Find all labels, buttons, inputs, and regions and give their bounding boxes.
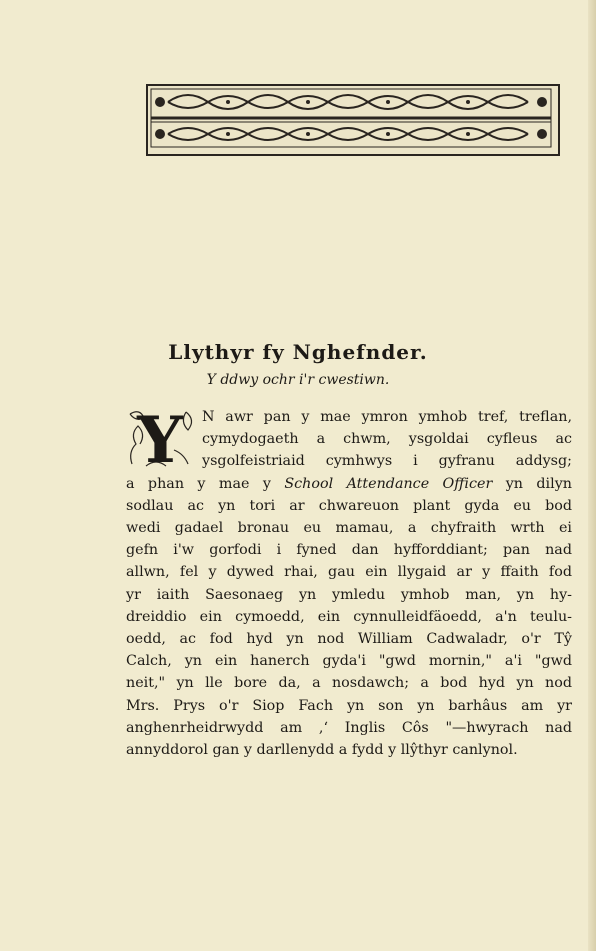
dropcap-letter: Y xyxy=(137,404,183,474)
text-line: allwn, fel y dywed rhai, gau ein llygaid ar y ffaith fod xyxy=(126,564,572,580)
text-line xyxy=(126,473,572,495)
text-line: gefn i'w gorfodi i fyned dan hyfforddiant; pan nad xyxy=(126,542,572,558)
text-line: anghenrheidrwydd am ,‘ Inglis Côs "—hwyrach nad xyxy=(126,720,572,736)
text-line: neit," yn lle bore da, a nosdawch; a bod hyd yn nod xyxy=(126,675,572,691)
page-edge xyxy=(588,0,596,951)
text-line: Calch, yn ein hanerch gyda'i "gwd mornin," a'i "gwd xyxy=(126,653,572,669)
text-line: wedi gadael bronau eu mamau, a chyfraith wrth ei xyxy=(126,520,572,536)
text-line: sodlau ac yn tori ar chwareuon plant gyda eu bod xyxy=(126,498,572,514)
letter-heading: Llythyr fy Nghefnder. xyxy=(168,340,428,364)
text-line: Mrs. Prys o'r Siop Fach yn son yn barhâus am yr xyxy=(126,698,572,714)
text-line: cymydogaeth a chwm, ysgoldai cyfleus ac xyxy=(202,431,572,447)
decorative-dropcap xyxy=(126,404,198,474)
text-line: ysgolfeistriaid cymhwys i gyfranu addysg; xyxy=(202,453,572,469)
letter-subheading: Y ddwy ochr i'r cwestiwn. xyxy=(206,372,390,388)
text-line: annyddorol gan y darllenydd a fydd y llŷthyr canlynol. xyxy=(126,742,518,758)
text-line: oedd, ac fod hyd yn nod William Cadwaladr, o'r Tŷ xyxy=(126,631,572,647)
text-line: yr iaith Saesonaeg yn ymledu ymhob man, yn hy- xyxy=(126,587,572,603)
text-line: dreiddio ein cymoedd, ein cynnulleidfäoedd, a'n teulu- xyxy=(126,609,572,625)
text-segment: a phan y mae y xyxy=(126,476,285,492)
decorative-header-ornament xyxy=(146,84,560,156)
text-segment: yn dilyn xyxy=(492,476,572,492)
italic-phrase: School Attendance Officer xyxy=(284,476,493,492)
text-line: N awr pan y mae ymron ymhob tref, treflan, xyxy=(202,409,572,425)
